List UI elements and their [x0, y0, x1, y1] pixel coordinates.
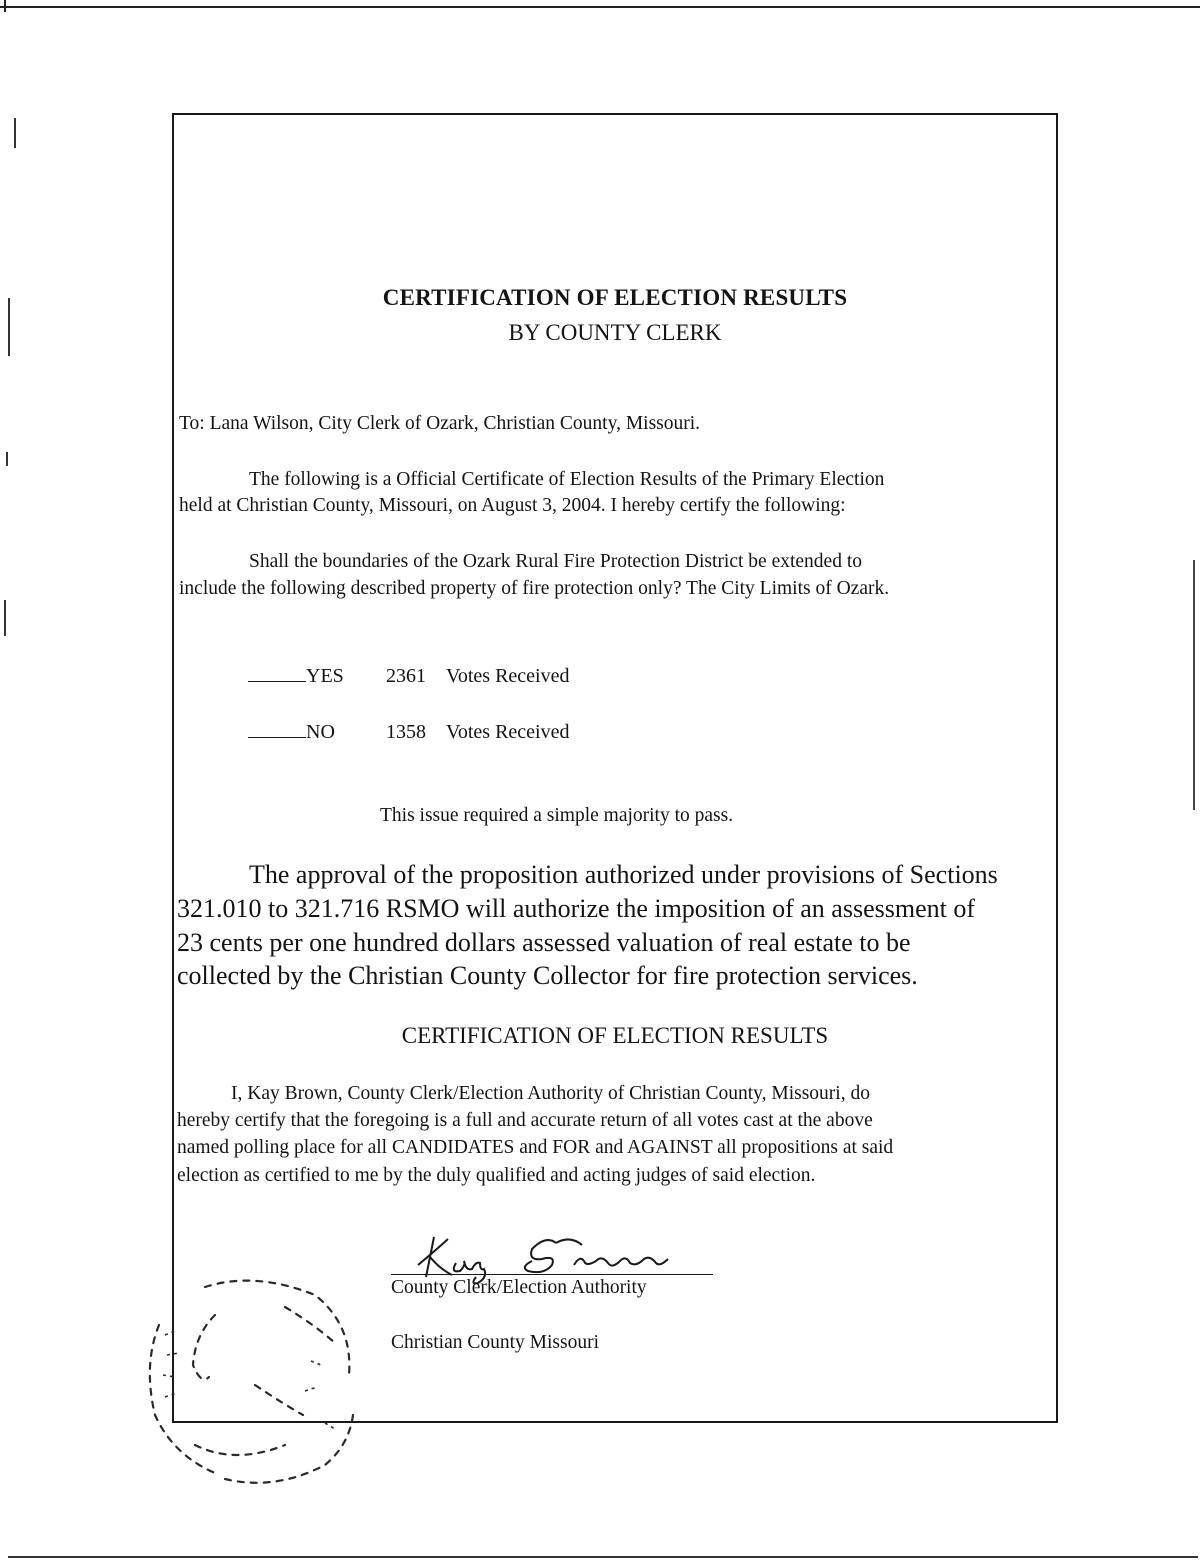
majority-note: This issue required a simple majority to pass. — [380, 805, 734, 826]
document-subtitle: BY COUNTY CLERK — [508, 320, 722, 345]
checkbox-blank — [248, 719, 306, 738]
scan-mark — [8, 298, 10, 356]
vote-label: Votes Received — [446, 721, 570, 743]
vote-option: YES — [306, 665, 344, 687]
ballot-question: Shall the boundaries of the Ozark Rural Fire Protection District be extended to — [249, 551, 863, 572]
vote-count: 2361 — [386, 665, 426, 687]
vote-row-yes — [248, 663, 570, 688]
vote-option: NO — [306, 721, 335, 743]
certification-heading: CERTIFICATION OF ELECTION RESULTS — [401, 1023, 829, 1048]
scan-mark — [6, 452, 8, 466]
proposition-text: 321.010 to 321.716 RSMO will authorize the imposition of an assessment of — [177, 894, 975, 923]
intro-line: held at Christian County, Missouri, on August 3, 2004. I hereby certify the following: — [179, 495, 846, 516]
intro-line: The following is a Official Certificate of Election Results of the Primary Election — [249, 469, 885, 490]
scan-edge-bottom — [8, 1556, 1198, 1558]
proposition-text: The approval of the proposition authorized under provisions of Sections — [249, 860, 998, 889]
signature-title: County Clerk/Election Authority — [391, 1277, 647, 1298]
scan-mark — [14, 118, 16, 148]
scan-edge-top — [0, 6, 1200, 8]
scan-mark — [4, 600, 6, 636]
vote-row-no — [248, 719, 570, 744]
vote-count: 1358 — [386, 721, 426, 743]
certificate-frame — [172, 113, 1058, 1423]
certification-text: election as certified to me by the duly qualified and acting judges of said election. — [177, 1165, 816, 1186]
certification-text: named polling place for all CANDIDATES and FOR and AGAINST all propositions at said — [177, 1137, 894, 1158]
addressee: To: Lana Wilson, City Clerk of Ozark, Christian County, Missouri. — [179, 413, 701, 434]
county-seal-stamp — [135, 1265, 375, 1495]
certification-text: I, Kay Brown, County Clerk/Election Authority of Christian County, Missouri, do — [231, 1083, 870, 1104]
certification-text: hereby certify that the foregoing is a full and accurate return of all votes cast at the above — [177, 1110, 873, 1131]
proposition-text: 23 cents per one hundred dollars assessed valuation of real estate to be — [177, 928, 911, 957]
checkbox-blank — [248, 663, 306, 682]
handwritten-signature — [406, 1225, 706, 1285]
proposition-text: collected by the Christian County Collector for fire protection services. — [177, 961, 918, 990]
signature-county: Christian County Missouri — [391, 1332, 600, 1353]
signature-line — [391, 1274, 713, 1275]
ballot-question: include the following described property of fire protection only? The City Limits of Ozark. — [179, 578, 890, 599]
document-title: CERTIFICATION OF ELECTION RESULTS — [382, 285, 848, 310]
scan-edge-right — [1193, 560, 1195, 810]
scan-mark — [4, 0, 6, 12]
vote-label: Votes Received — [446, 665, 570, 687]
